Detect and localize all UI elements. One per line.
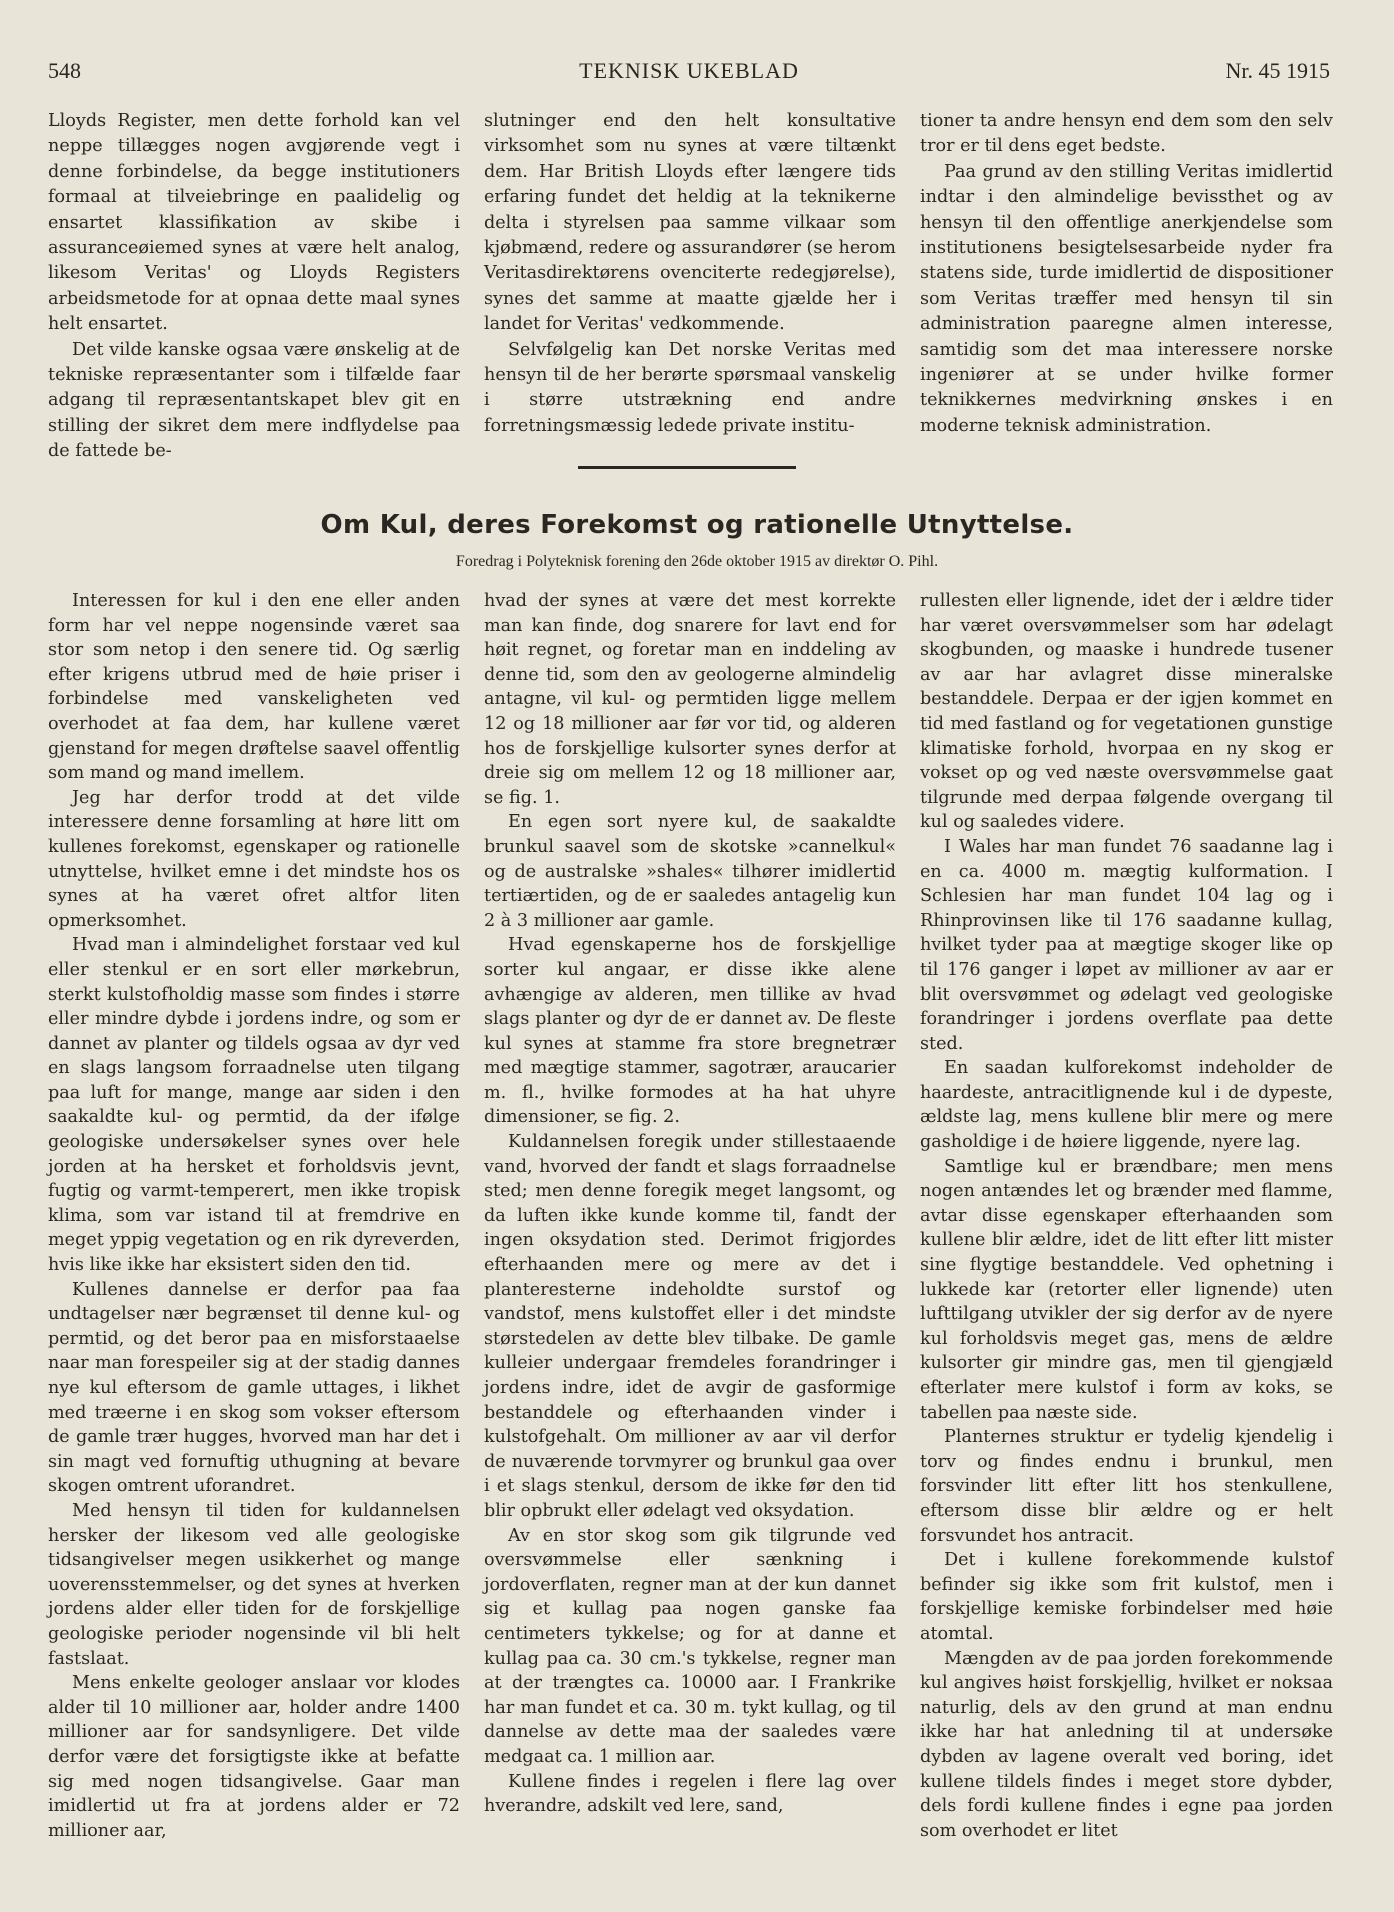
paragraph: Planternes struktur er tydelig kjendelig i torv og findes endnu i brunkul, men forsvinder litt efter litt hos stenkullene, eftersom disse blir ældre og er helt forsvundet hos antracit. — [920, 1427, 1333, 1546]
page-header — [48, 58, 1330, 88]
paragraph: En egen sort nyere kul, de saakaldte brunkul saavel som de skotske »cannelkul« og de australske »shales« tilhører imidlertid tertiærtiden, og de er saaledes antagelig kun 2 à 3 millioner aar gamle. — [484, 812, 896, 931]
body-column-1 — [48, 589, 460, 1843]
top-column-1 — [48, 109, 460, 465]
paragraph: slutninger end den helt konsultative virksomhet som nu synes at være tiltænkt dem. Har British Lloyds efter længere tids erfaring fundet det heldig at la teknikerne delta i styrelsen paa samme vilkaar som kjøbmænd, redere og assurandører (se herom Veritasdirektørens ovenciterte redegjørelse), synes det samme at maatte gjælde her i landet for Veritas' vedkommende. — [484, 111, 896, 335]
paragraph: Det vilde kanske ogsaa være ønskelig at de tekniske repræsentanter som i tilfælde faar adgang til repræsentantskapet blev git en stilling der sikret dem mere indflydelse paa de fattede be- — [48, 339, 460, 462]
body-column-2 — [484, 589, 896, 1819]
article-subtitle: Foredrag i Polyteknisk forening den 26de oktober 1915 av direktør O. Pihl. — [455, 553, 939, 570]
journal-title: TEKNISK UKEBLAD — [579, 58, 799, 83]
paragraph: Selvfølgelig kan Det norske Veritas med hensyn til de her berørte spørsmaal vanskelig i større utstrækning end andre forretningsmæssig ledede private institu- — [484, 339, 896, 436]
paragraph: Lloyds Register, men dette forhold kan vel neppe tillægges nogen avgjørende vegt i denne forbindelse, da begge institutioners formaal at tilveiebringe en paalidelig og ensartet klassifikation av skibe i assuranceøiemed synes at være helt analog, likesom Veritas' og Lloyds Registers arbeidsmetode for at opnaa dette maal synes helt ensartet. — [48, 111, 460, 335]
body-column-3 — [920, 589, 1333, 1843]
paragraph: Av en stor skog som gik tilgrunde ved oversvømmelse eller sænkning i jordoverflaten, regner man at der kun dannet sig et kullag paa nogen ganske faa centimeters tykkelse; og for at danne et kullag paa ca. 30 cm.'s tykkelse, regner man at der trængtes ca. 10000 aar. I Frankrike har man fundet et ca. 30 m. tykt kullag, og til dannelse av dette maa der saaledes være medgaat ca. 1 million aar. — [484, 1525, 896, 1767]
paragraph: I Wales har man fundet 76 saadanne lag i en ca. 4000 m. mægtig kulformation. I Schlesien har man fundet 104 lag og i Rhinprovinsen like til 176 saadanne kullag, hvilket tyder paa at mægtige skoger like op til 176 ganger i løpet av millioner av aar er blit oversvømmet og ødelagt ved geologiske forandringer i jordens overflate paa dette sted. — [920, 836, 1333, 1054]
top-column-3 — [920, 109, 1333, 439]
paragraph: Paa grund av den stilling Veritas imidlertid indtar i den almindelige bevissthet og av hensyn til den offentlige anerkjendelse som institutionens besigtelsesarbeide nyder fra statens side, turde imidlertid de dispositioner som Veritas træffer med hensyn til sin administration paaregne almen interesse, samtidig som det maa interessere norske ingeniører at se under hvilke former teknikkernes medvirkning ønskes i en moderne teknisk administration. — [920, 161, 1333, 436]
paragraph: hvad der synes at være det mest korrekte man kan finde, dog snarere for lavt end for høit regnet, og foretar man en inddeling av denne tid, som den av geologerne almindelig antagne, vil kul- og permtiden ligge mellem 12 og 18 millioner aar før vor tid, og alderen hos de forskjellige kulsorter synes derfor at dreie sig om mellem 12 og 18 millioner aar, se fig. 1. — [484, 591, 896, 808]
issue-number: Nr. 45 1915 — [1225, 58, 1330, 83]
top-column-2 — [484, 109, 896, 439]
paragraph: rullesten eller lignende, idet der i ældre tider har været oversvømmelser som har ødelagt skogbunden, og maaske i hundrede tusener av aar har avlagret disse mineralske bestanddele. Derpaa er der igjen kommet en tid med fastland og for vegetationen gunstige klimatiske forhold, hvorpaa en ny skog er vokset op og ved næste oversvømmelse gaat tilgrunde med derpaa følgende overgang til kul og saaledes videre. — [920, 591, 1333, 833]
paragraph: Med hensyn til tiden for kuldannelsen hersker der likesom ved alle geologiske tidsangivelser megen usikkerhet og mange uoverensstemmelser, og det synes at hverken jordens alder eller tiden for de forskjellige geologiske perioder nogensinde vil bli helt fastslaat. — [48, 1500, 460, 1669]
article-title: Om Kul, deres Forekomst og rationelle Utnyttelse. — [320, 510, 1074, 540]
paragraph: Det i kullene forekommende kulstof befinder sig ikke som frit kulstof, men i forskjellige kemiske forbindelser med høie atomtal. — [920, 1550, 1333, 1644]
paragraph: Kuldannelsen foregik under stillestaaende vand, hvorved der fandt et slags forraadnelse sted; men denne foregik meget langsomt, og da luften ikke kunde komme til, fandt der ingen oksydation sted. Derimot frigjordes efterhaanden mere og mere av det i planteresterne indeholdte surstof og vandstof, mens kulstoffet eller i det mindste størstedelen av dette blev tilbake. De gamle kulleier undergaar fremdeles forandringer i jordens indre, idet de avgir de gasformige bestanddele og efterhaanden vinder i kulstofgehalt. Om millioner av aar vil derfor de nuværende torvmyrer og brunkul gaa over i et slags stenkul, dersom de ikke før den tid blir opbrukt eller ødelagt ved oksydation. — [484, 1132, 896, 1521]
paragraph: Hvad man i almindelighet forstaar ved kul eller stenkul er en sort eller mørkebrun, sterkt kulstofholdig masse som findes i større eller mindre dybde i jordens indre, og som er dannet av planter og tildels ogsaa av dyr ved en slags langsom forraadnelse uten tilgang paa luft for mange, mange aar siden i den saakaldte kul- og permtid, da der ifølge geologiske undersøkelser synes over hele jorden at ha hersket et forholdsvis jevnt, fugtig og varmt-temperert, men ikke tropisk klima, som var istand til at fremdrive en meget yppig vegetation og en rik dyreverden, hvis like ikke har eksistert siden den tid. — [48, 935, 460, 1276]
paragraph: Kullene findes i regelen i flere lag over hverandre, adskilt ved lere, sand, — [484, 1771, 896, 1817]
paragraph: Mængden av de paa jorden forekommende kul angives høist forskjellig, hvilket er noksaa naturlig, dels av den grund at man endnu ikke har hat anledning til at undersøke dybden av lagene overalt ved boring, idet kullene tildels findes i meget store dybder, dels fordi kullene findes i egne paa jorden som overhodet er litet — [920, 1648, 1333, 1841]
paragraph: Mens enkelte geologer anslaar vor klodes alder til 10 millioner aar, holder andre 1400 millioner aar for sandsynligere. Det vilde derfor være det forsigtigste ikke at befatte sig med nogen tidsangivelse. Gaar man imidlertid ut fra at jordens alder er 72 millioner aar, — [48, 1673, 460, 1841]
page-number: 548 — [48, 58, 81, 83]
paragraph: Interessen for kul i den ene eller anden form har vel neppe nogensinde været saa stor som netop i den senere tid. Og særlig efter krigens utbrud med de høie priser i forbindelse med vanskeligheten ved overhodet at faa dem, har kullene været gjenstand for megen drøftelse saavel offentlig som mand og mand imellem. — [48, 591, 460, 784]
section-divider — [578, 466, 796, 469]
paragraph: En saadan kulforekomst indeholder de haardeste, antracitlignende kul i de dypeste, ældste lag, mens kullene blir mere og mere gasholdige i de høiere liggende, nyere lag. — [920, 1058, 1333, 1153]
paragraph: Samtlige kul er brændbare; men mens nogen antændes let og brænder med flamme, avtar disse egenskaper efterhaanden som kullene blir ældre, idet de litt efter litt mister sine flygtige bestanddele. Ved ophetning i lukkede kar (retorter eller lignende) uten lufttilgang utvikler der sig derfor av de nyere kul forholdsvis meget gas, mens de ældre kulsorter gir mindre gas, men til gjengjæld efterlater mere kulstof i form av koks, se tabellen paa næste side. — [920, 1156, 1333, 1423]
paragraph: Jeg har derfor trodd at det vilde interessere denne forsamling at høre litt om kullenes forekomst, egenskaper og rationelle utnyttelse, hvilket emne i det mindste hos os synes at ha været ofret altfor liten opmerksomhet. — [48, 787, 460, 931]
paragraph: Hvad egenskaperne hos de forskjellige sorter kul angaar, er disse ikke alene avhængige av alderen, men tillike av hvad slags planter og dyr de er dannet av. De fleste kul synes at stamme fra store bregnetrær med mægtige stammer, sagotrær, araucarier m. fl., hvilke formodes at ha hat uhyre dimensioner, se fig. 2. — [484, 935, 896, 1128]
paragraph: tioner ta andre hensyn end dem som den selv tror er til dens eget bedste. — [920, 111, 1333, 157]
paragraph: Kullenes dannelse er derfor paa faa undtagelser nær begrænset til denne kul- og permtid, og det beror paa en misforstaaelse naar man forespeiler sig at der stadig dannes nye kul eftersom de gamle uttages, i likhet med træerne i en skog som vokser eftersom de gamle trær hugges, hvorved man har det i sin magt ved fornuftig uthugning at bevare skogen omtrent uforandret. — [48, 1279, 460, 1497]
